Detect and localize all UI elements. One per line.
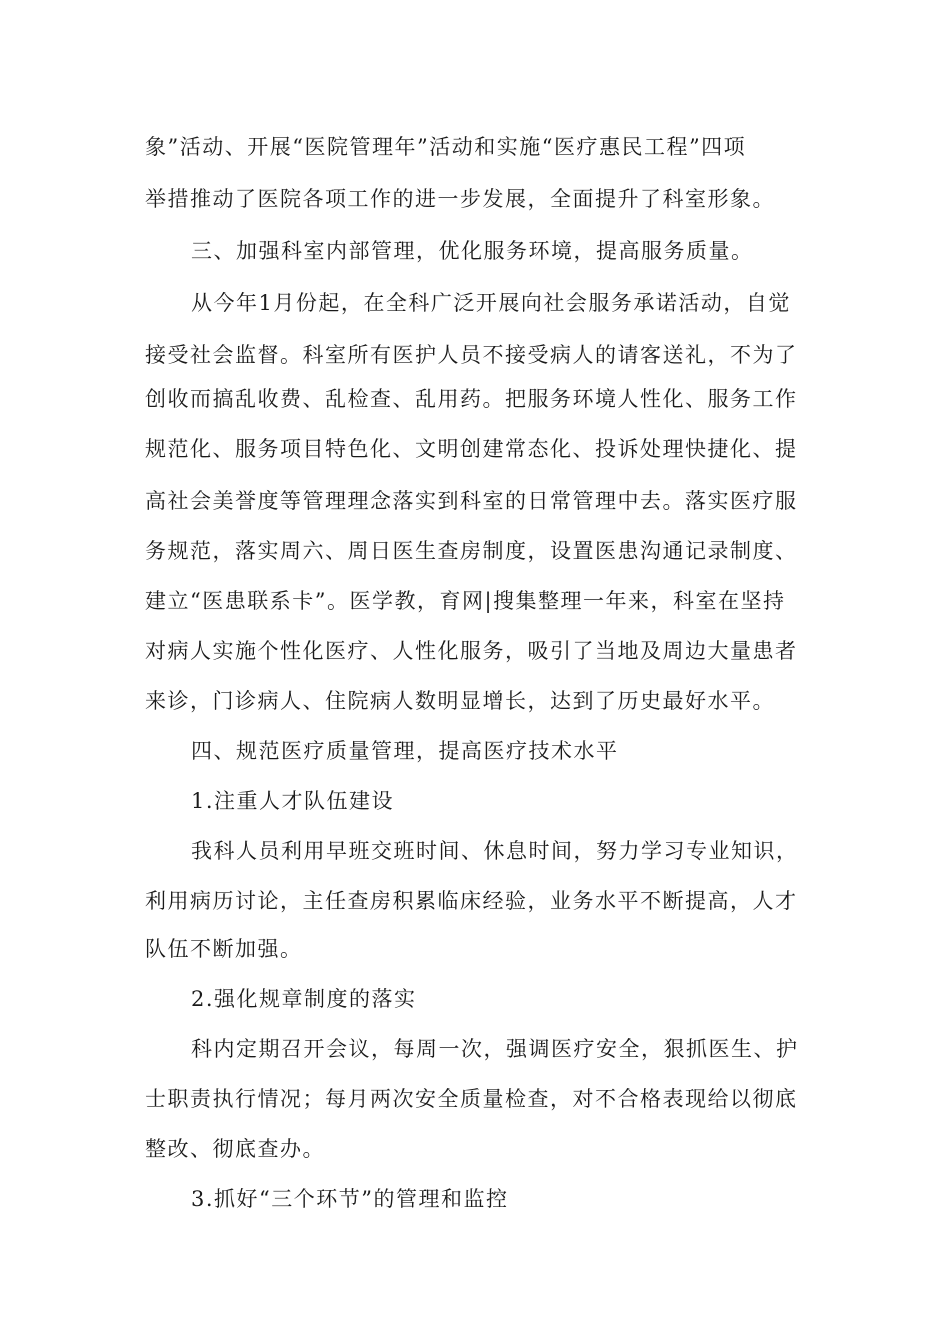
- text-line-7: 规范化、服务项目特色化、文明创建常态化、投诉处理快捷化、提: [145, 437, 798, 461]
- text-line-21: 整改、彻底查办。: [145, 1137, 325, 1161]
- text-line-8: 高社会美誉度等管理理念落实到科室的日常管理中去。落实医疗服: [145, 489, 798, 513]
- text-line-1: 象”活动、开展“医院管理年”活动和实施“医疗惠民工程”四项: [145, 135, 747, 159]
- text-line-20: 士职责执行情况；每月两次安全质量检查，对不合格表现给以彻底: [145, 1087, 798, 1111]
- subheading-rules: 2.强化规章制度的落实: [191, 987, 417, 1011]
- text-line-2: 举措推动了医院各项工作的进一步发展，全面提升了科室形象。: [145, 187, 775, 211]
- text-line-4: 从今年1月份起，在全科广泛开展向社会服务承诺活动，自觉: [191, 291, 791, 315]
- text-line-10: 建立“医患联系卡”。医学教，育网|搜集整理一年来，科室在坚持: [145, 589, 786, 613]
- section-heading-3: 三、加强科室内部管理，优化服务环境，提高服务质量。: [191, 239, 754, 263]
- subheading-three-links: 3.抓好“三个环节”的管理和监控: [191, 1187, 509, 1211]
- text-line-6: 创收而搞乱收费、乱检查、乱用药。把服务环境人性化、服务工作: [145, 387, 798, 411]
- text-line-9: 务规范，落实周六、周日医生查房制度，设置医患沟通记录制度、: [145, 539, 798, 563]
- text-line-16: 利用病历讨论，主任查房积累临床经验，业务水平不断提高，人才: [145, 889, 798, 913]
- text-line-17: 队伍不断加强。: [145, 937, 303, 961]
- text-line-15: 我科人员利用早班交班时间、休息时间，努力学习专业知识，: [191, 839, 799, 863]
- text-line-5: 接受社会监督。科室所有医护人员不接受病人的请客送礼，不为了: [145, 343, 798, 367]
- section-heading-4: 四、规范医疗质量管理，提高医疗技术水平: [191, 739, 619, 763]
- text-line-19: 科内定期召开会议，每周一次，强调医疗安全，狠抓医生、护: [191, 1037, 799, 1061]
- text-line-11: 对病人实施个性化医疗、人性化服务，吸引了当地及周边大量患者: [145, 639, 798, 663]
- subheading-talent: 1.注重人才队伍建设: [191, 789, 395, 813]
- text-line-12: 来诊，门诊病人、住院病人数明显增长，达到了历史最好水平。: [145, 689, 775, 713]
